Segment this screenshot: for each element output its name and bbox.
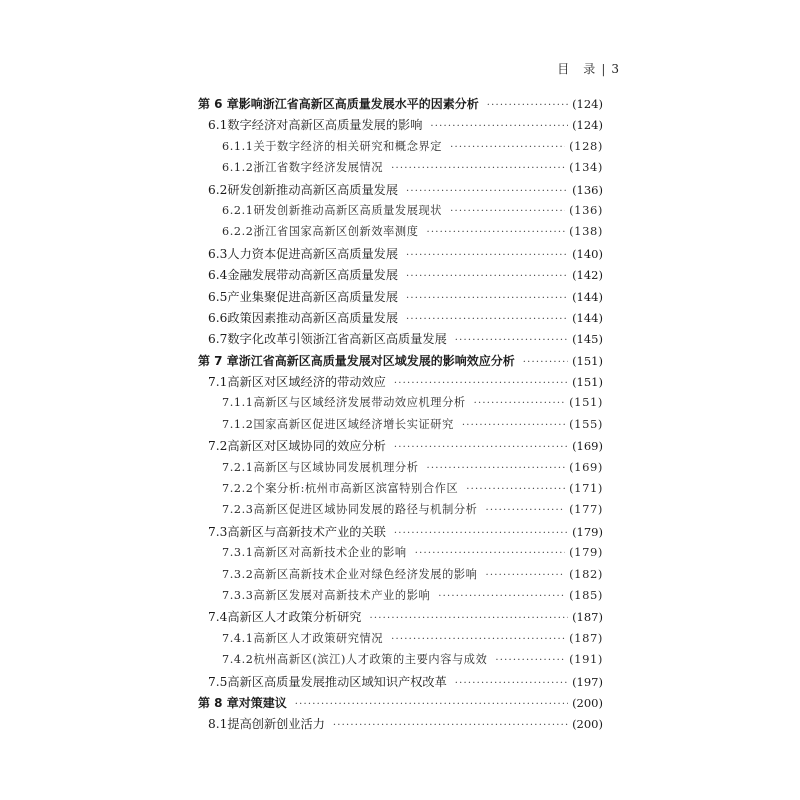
toc-entry-section	[198, 673, 603, 694]
dot-leader	[485, 570, 565, 581]
toc-entry-number: 6.6	[208, 310, 228, 325]
toc-entry-number: 7.2.3	[222, 503, 254, 517]
toc-entry-number: 8.1	[208, 717, 228, 732]
toc-entry-section	[198, 523, 603, 544]
toc-entry-page: (169)	[569, 459, 603, 474]
toc-entry-section	[198, 437, 603, 458]
toc-entry-section	[198, 373, 603, 394]
toc-entry-section	[198, 330, 603, 351]
toc-entry-page: (171)	[569, 481, 603, 496]
toc-entry-number: 7.1	[208, 375, 228, 390]
toc-entry-page: (200)	[572, 695, 603, 710]
toc-entry-number: 7.2	[208, 439, 228, 454]
toc-entry-number: 7.2.2	[222, 482, 254, 496]
toc-entry-title: 产业集聚促进高新区高质量发展	[227, 289, 399, 304]
dot-leader	[406, 186, 568, 197]
toc-entry-chapter	[198, 352, 603, 373]
toc-entry-page: (155)	[569, 416, 603, 431]
toc-entry-number: 7.3.3	[222, 588, 254, 602]
dot-leader	[523, 357, 568, 368]
toc-entry-number: 7.4.1	[222, 631, 254, 645]
toc-entry-page: (182)	[569, 566, 603, 581]
toc-entry-sub	[198, 138, 603, 159]
toc-entry-page: (169)	[572, 439, 603, 454]
toc-entry-title: 高新区与区域经济发展带动效应机理分析	[253, 396, 466, 410]
dot-leader	[455, 678, 568, 689]
dot-leader	[485, 505, 565, 516]
toc-entry-page: (144)	[572, 310, 603, 325]
toc-entry-title: 高新区发展对高新技术产业的影响	[253, 588, 431, 602]
toc-entry-page: (200)	[572, 717, 603, 732]
table-of-contents	[198, 95, 603, 737]
toc-entry-section	[198, 715, 603, 736]
toc-entry-number: 7.1.1	[222, 396, 254, 410]
toc-entry-section	[198, 288, 603, 309]
dot-leader	[406, 250, 568, 261]
toc-entry-number: 6.3	[208, 246, 228, 261]
toc-entry-page: (185)	[569, 587, 603, 602]
toc-entry-number: 6.1	[208, 118, 228, 133]
dot-leader	[450, 206, 565, 217]
toc-entry-number: 6.5	[208, 289, 228, 304]
toc-entry-section	[198, 266, 603, 287]
toc-entry-number: 7.1.2	[222, 417, 254, 431]
toc-entry-number: 6.4	[208, 268, 228, 283]
toc-entry-number: 7.4	[208, 610, 228, 625]
dot-leader	[394, 442, 568, 453]
toc-entry-page: (187)	[569, 630, 603, 645]
toc-entry-sub	[198, 501, 603, 522]
toc-entry-sub	[198, 394, 603, 415]
dot-leader	[406, 271, 568, 282]
toc-entry-number: 7.3	[208, 524, 228, 539]
toc-entry-sub	[198, 480, 603, 501]
toc-entry-title: 数字经济对高新区高质量发展的影响	[227, 118, 423, 133]
toc-entry-title: 浙江省高新区高质量发展对区域发展的影响效应分析	[238, 353, 515, 368]
toc-entry-title: 影响浙江省高新区高质量发展水平的因素分析	[238, 97, 479, 111]
toc-entry-sub	[198, 566, 603, 587]
toc-entry-sub	[198, 630, 603, 651]
running-head-separator: |	[601, 61, 607, 76]
toc-entry-title: 个案分析:杭州市高新区滨富特别合作区	[253, 482, 459, 496]
toc-entry-page: (128)	[569, 138, 603, 153]
dot-leader	[394, 378, 568, 389]
toc-entry-number: 第 6 章	[198, 97, 239, 111]
toc-entry-section	[198, 181, 603, 202]
dot-leader	[394, 528, 568, 539]
toc-entry-title: 高新区对高新技术企业的影响	[253, 546, 407, 560]
toc-entry-page: (134)	[569, 160, 603, 175]
toc-entry-page: (179)	[569, 545, 603, 560]
toc-entry-page: (151)	[572, 353, 603, 368]
dot-leader	[427, 227, 566, 238]
toc-entry-title: 高新区与高新技术产业的关联	[227, 524, 386, 539]
running-head	[557, 60, 620, 77]
dot-leader	[466, 484, 565, 495]
dot-leader	[487, 100, 568, 111]
toc-entry-title: 政策因素推动高新区高质量发展	[227, 310, 399, 325]
toc-entry-sub	[198, 202, 603, 223]
toc-entry-page: (177)	[569, 502, 603, 517]
toc-entry-title: 提高创新创业活力	[227, 717, 325, 732]
toc-entry-section	[198, 608, 603, 629]
toc-entry-title: 数字化改革引领浙江省高新区高质量发展	[227, 332, 447, 347]
toc-entry-title: 高新区高新技术企业对绿色经济发展的影响	[253, 567, 478, 581]
toc-entry-title: 高新区对区域协同的效应分析	[227, 439, 386, 454]
toc-entry-title: 浙江省数字经济发展情况	[253, 161, 384, 175]
dot-leader	[495, 655, 565, 666]
toc-entry-number: 7.3.1	[222, 546, 254, 560]
toc-entry-section	[198, 116, 603, 137]
dot-leader	[391, 163, 565, 174]
toc-entry-title: 杭州高新区(滨江)人才政策的主要内容与成效	[253, 653, 488, 667]
toc-entry-number: 7.2.1	[222, 460, 254, 474]
toc-entry-title: 高新区与区域协同发展机理分析	[253, 460, 419, 474]
toc-entry-number: 第 8 章	[198, 695, 239, 710]
dot-leader	[295, 699, 568, 710]
dot-leader	[406, 314, 568, 325]
toc-entry-page: (142)	[572, 268, 603, 283]
toc-entry-number: 6.7	[208, 332, 228, 347]
dot-leader	[438, 591, 565, 602]
toc-entry-sub	[198, 459, 603, 480]
dot-leader	[430, 121, 568, 132]
toc-entry-page: (136)	[572, 182, 603, 197]
toc-entry-page: (191)	[569, 652, 603, 667]
toc-entry-title: 人力资本促进高新区高质量发展	[227, 246, 399, 261]
toc-entry-page: (136)	[569, 202, 603, 217]
toc-entry-number: 6.2.1	[222, 203, 254, 217]
toc-entry-number: 7.4.2	[222, 653, 254, 667]
toc-entry-title: 高新区对区域经济的带动效应	[227, 375, 386, 390]
toc-entry-number: 7.5	[208, 674, 228, 689]
toc-entry-chapter	[198, 694, 603, 715]
toc-entry-number: 6.1.1	[222, 139, 254, 153]
toc-entry-sub	[198, 416, 603, 437]
toc-entry-number: 第 7 章	[198, 353, 239, 368]
toc-entry-page: (144)	[572, 289, 603, 304]
toc-entry-sub	[198, 159, 603, 180]
dot-leader	[474, 398, 565, 409]
toc-entry-title: 高新区人才政策研究情况	[253, 631, 384, 645]
toc-entry-page: (187)	[572, 610, 603, 625]
running-head-title: 目 录	[557, 62, 597, 76]
toc-entry-chapter	[198, 95, 603, 116]
dot-leader	[391, 634, 565, 645]
toc-entry-sub	[198, 544, 603, 565]
toc-entry-title: 高新区促进区域协同发展的路径与机制分析	[253, 503, 478, 517]
toc-entry-page: (145)	[572, 332, 603, 347]
toc-entry-page: (197)	[572, 674, 603, 689]
dot-leader	[450, 142, 565, 153]
toc-entry-page: (140)	[572, 246, 603, 261]
toc-entry-page: (151)	[572, 375, 603, 390]
toc-entry-title: 研发创新推动高新区高质量发展	[227, 182, 399, 197]
dot-leader	[406, 293, 568, 304]
toc-entry-number: 6.2.2	[222, 225, 254, 239]
toc-entry-title: 高新区高质量发展推动区域知识产权改革	[227, 674, 447, 689]
dot-leader	[427, 463, 566, 474]
toc-entry-section	[198, 245, 603, 266]
dot-leader	[415, 548, 565, 559]
dot-leader	[333, 720, 568, 731]
dot-leader	[462, 420, 565, 431]
running-head-page-number: 3	[611, 61, 620, 76]
dot-leader	[455, 335, 568, 346]
dot-leader	[369, 613, 568, 624]
toc-entry-title: 对策建议	[238, 695, 287, 710]
toc-entry-page: (151)	[569, 395, 603, 410]
toc-entry-page: (124)	[572, 118, 603, 133]
toc-entry-page: (138)	[569, 224, 603, 239]
toc-entry-title: 关于数字经济的相关研究和概念界定	[253, 139, 443, 153]
toc-entry-page: (179)	[572, 524, 603, 539]
toc-entry-sub	[198, 651, 603, 672]
toc-entry-page: (124)	[572, 97, 603, 111]
toc-entry-sub	[198, 223, 603, 244]
toc-entry-number: 7.3.2	[222, 567, 254, 581]
toc-entry-title: 金融发展带动高新区高质量发展	[227, 268, 399, 283]
toc-entry-sub	[198, 587, 603, 608]
toc-entry-section	[198, 309, 603, 330]
toc-entry-title: 高新区人才政策分析研究	[227, 610, 362, 625]
toc-entry-title: 国家高新区促进区域经济增长实证研究	[253, 417, 454, 431]
toc-entry-number: 6.2	[208, 182, 228, 197]
toc-entry-title: 浙江省国家高新区创新效率测度	[253, 225, 419, 239]
toc-entry-title: 研发创新推动高新区高质量发展现状	[253, 203, 443, 217]
toc-entry-number: 6.1.2	[222, 161, 254, 175]
